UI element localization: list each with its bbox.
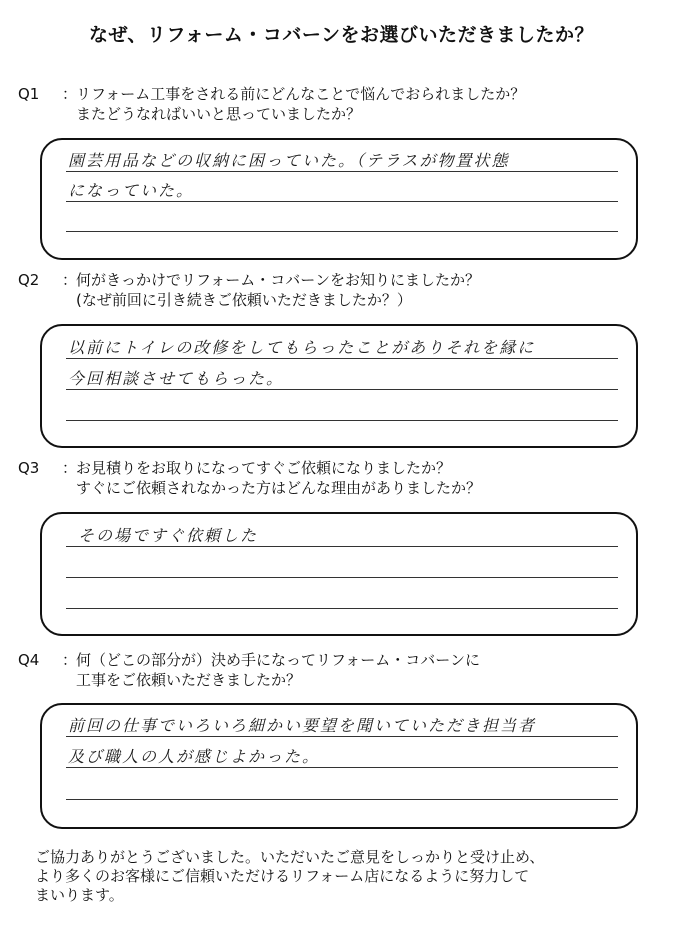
answer-box-4 [40,703,638,829]
question-text [76,270,668,310]
question-line: すぐにご依頼されなかった方はどんな理由がありましたか？ [76,479,482,497]
ruled-line [66,577,618,578]
ruled-line [66,608,618,609]
question-number: Q1 [18,85,40,103]
question-line: リフォーム工事をされる前にどんなことで悩んでおられましたか？ [76,85,526,103]
question-line: お見積りをお取りになってすぐご依頼になりましたか？ [76,459,452,477]
question-line: 工事をご依頼いただきましたか？ [76,671,302,689]
ruled-line [66,736,618,737]
question-1 [18,84,668,124]
answer-box-1 [40,138,638,260]
question-separator: ： [62,651,78,669]
handwritten-answer: その場ですぐ依頼した [78,526,259,545]
ruled-line [66,546,618,547]
closing-line: ご協力ありがとうございました。いただいたご意見をしっかりと受け止め、 [35,848,545,866]
handwritten-answer: 以前にトイレの改修をしてもらったことがありそれを縁に [68,338,536,357]
handwritten-answer: 及び職人の人が感じよかった。 [68,747,321,766]
question-number: Q3 [18,459,40,477]
closing-line: まいります。 [35,886,124,904]
question-separator: ： [62,85,78,103]
question-text [76,84,668,124]
question-number: Q4 [18,651,40,669]
question-3 [18,458,668,498]
question-text [76,458,668,498]
question-4 [18,650,668,690]
question-line: 何がきっかけでリフォーム・コバーンをお知りにましたか？ [76,271,480,289]
closing-message [35,848,655,905]
answer-box-2 [40,324,638,448]
closing-line: より多くのお客様にご信頼いただけるリフォーム店になるように努力して [35,867,530,885]
question-line: (なぜ前回に引き続きご依頼いただきましたか？） [76,291,412,309]
answer-box-3 [40,512,638,636]
ruled-line [66,358,618,359]
question-text [76,650,668,690]
ruled-line [66,799,618,800]
question-separator: ： [62,271,78,289]
survey-title: なぜ、リフォーム・コバーンをお選びいただきましたか？ [88,24,595,46]
ruled-line [66,231,618,232]
question-number: Q2 [18,271,40,289]
ruled-line [66,171,618,172]
ruled-line [66,420,618,421]
question-separator: ： [62,459,78,477]
question-line: 何（どこの部分が）決め手になってリフォーム・コバーンに [76,651,480,669]
question-line: またどうなればいいと思っていましたか？ [76,105,362,123]
handwritten-answer: 園芸用品などの収納に困っていた。（テラスが物置状態 [68,151,510,170]
question-2 [18,270,668,310]
handwritten-answer: 前回の仕事でいろいろ細かい要望を聞いていただき担当者 [68,716,537,735]
ruled-line [66,389,618,390]
handwritten-answer: 今回相談させてもらった。 [68,369,285,388]
handwritten-answer: になっていた。 [68,181,195,200]
ruled-line [66,767,618,768]
ruled-line [66,201,618,202]
